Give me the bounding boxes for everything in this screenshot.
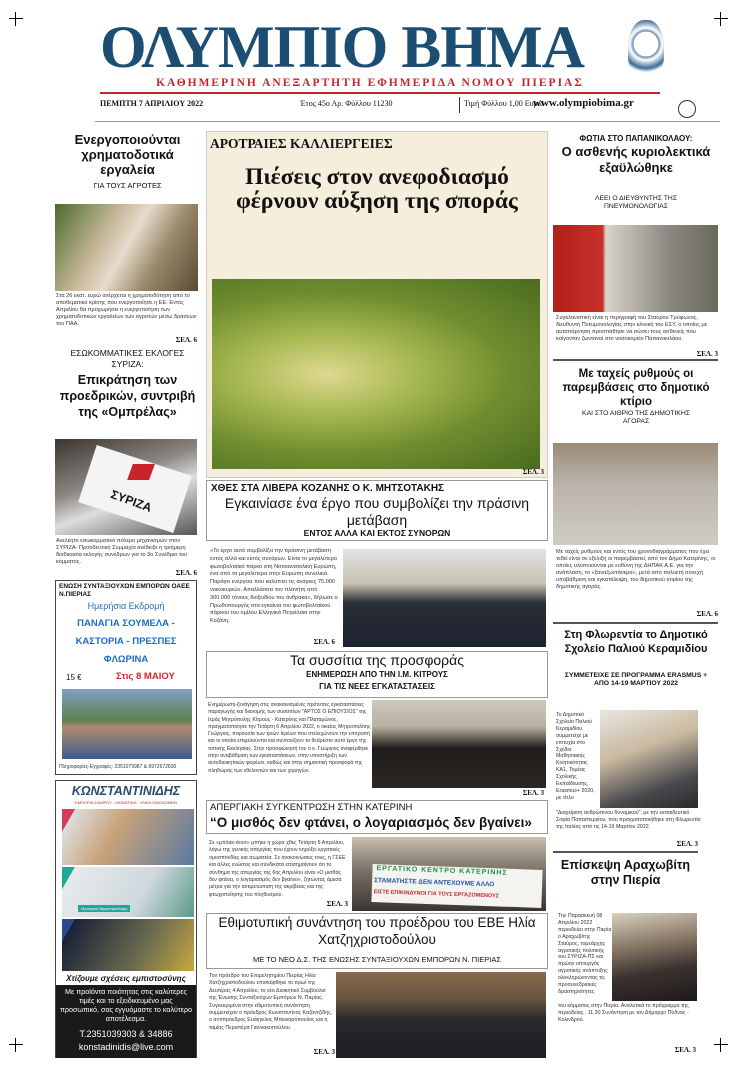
a5-sub: ΜΕ ΤΟ ΝΕΟ Δ.Σ. ΤΗΣ ΕΝΩΣΗΣ ΣΥΝΤΑΞΙΟΥΧΩΝ ΕΜΠΟΡΩΝ Ν. ΠΙΕΡΙΑΣ — [253, 955, 501, 964]
elta-logo — [678, 100, 696, 118]
a4-page[interactable]: ΣΕΛ. 3 — [326, 900, 348, 908]
divider — [553, 622, 718, 624]
a4-headline[interactable]: “Ο μισθός δεν φτάνει, ο λογαριασμός δεν βγαίνει» — [210, 815, 532, 830]
ad-slogan: Χτίζουμε σχέσεις εμπιστοσύνης — [66, 974, 186, 983]
right-a3-body-bottom: "Διαχείριση ανθρώπινου δυναμικού", με την εκπαιδευτικό Σοφία Παπαστεργίου, που πραγματοποιήθηκε στη Φλωρεντία της Ιταλίας από τις 14-19 Μαρτίου 2022. — [556, 810, 701, 830]
ad-date: Στις 8 ΜΑΙΟΥ — [116, 671, 175, 682]
right-a3-body-side: Το Δημοτικό Σχολείο Παλιού Κεραμιδίου συμμετείχε με επιτυχία στο Σχέδιο Μαθησιακής Κινητικότητας ΚΑ1, Τομέας Σχολικής Εκπαίδευσης, Erasmus+ 2020, με τίτλο — [556, 712, 595, 801]
ad-price: 15 € — [66, 673, 82, 682]
right-a2-sub: ΚΑΙ ΣΤΟ ΑΙΘΡΙΟ ΤΗΣ ΔΗΜΟΤΙΚΗΣ ΑΓΟΡΑΣ — [582, 410, 690, 425]
flag-text: ΣΥΡΙΖΑ — [108, 487, 154, 515]
left-a1-caption: Στα 26 εκατ. ευρώ ανέρχεται η χρηματοδότηση από το αποθεματικό κρίσης που ενεργοποίησε η ΕΕ. Εντός Απριλίου θα προχωρήσει η ενεργοποίηση των χρηματοδοτικών εργαλείων των αγροτών μέσω δράσεων του ΠΑΑ. — [56, 293, 197, 327]
website-link[interactable]: www.olympiobima.gr — [533, 97, 634, 109]
crop-mark — [714, 1038, 728, 1052]
ad-badge: εξωτερική θερμοπρόσοψη — [78, 905, 130, 912]
crop-mark — [714, 12, 728, 26]
divider — [553, 851, 698, 853]
strike-photo — [352, 837, 546, 911]
banner-line3: ΕΙΣΤΕ ΕΠΙΚΙΝΔΥΝΟΙ ΓΙΑ ΤΟΥΣ ΕΡΓΑΖΟΜΕΝΟΥΣ — [373, 889, 500, 900]
masthead-title: ΟΛΥΜΠΙΟ ΒΗΜΑ — [100, 14, 584, 80]
mitsotakis-photo — [343, 549, 546, 647]
ad-konstantinidis[interactable] — [55, 780, 197, 1058]
left-a1-page[interactable]: ΣΕΛ. 6 — [175, 336, 197, 344]
right-a1-headline[interactable]: Ο ασθενής κυριολεκτικά εξαϋλώθηκε — [561, 144, 711, 175]
divider — [95, 121, 720, 122]
divider — [553, 359, 718, 361]
night-site-photo — [62, 919, 194, 971]
hospital-fire-photo — [553, 225, 718, 312]
left-a2-caption: Ανελέητο εσωκομματικό πόλεμο μηχανισμών στον ΣΥΡΙΖΑ- Προοδευτική Συμμαχία ανέδειξε η τριήμερη διαδικασία εκλογής συνέδρων για το 3ο Συνέδριο του κόμματος. — [56, 538, 188, 565]
ad-dest3: ΦΛΩΡΙΝΑ — [103, 654, 149, 665]
a2-headline[interactable]: Εγκαινίασε ένα έργο που συμβολίζει την πράσινη μετάβαση — [224, 495, 530, 528]
insulation-photo — [62, 867, 194, 917]
right-a1-caption: Συγκλονιστική είναι η περιγραφή του Σταύρου Τρύφωνος, διευθυντή Πνευμονολογίας στην κλινική του ΕΣΥ, ο οποίος με αυταπάρνηση προσπάθησε να σώσει τους ασθενείς που καίγονταν ζωντανοί στο νοσοκομείο Παπανικολάου. — [556, 315, 708, 342]
syssitia-photo — [372, 700, 546, 788]
left-a2-page[interactable]: ΣΕΛ. 6 — [175, 569, 197, 577]
banner-line2: ΣΤΑΜΑΤΗΣΤΕ ΔΕΝ ΑΝΤΕΧΟΥΜΕ ΑΛΛΟ — [374, 877, 495, 889]
ad-org: ΕΝΩΣΗ ΣΥΝΤΑΞΙΟΥΧΩΝ ΕΜΠΟΡΩΝ ΟΑΕΕ Ν.ΠΙΕΡΙΑΣ — [59, 583, 190, 598]
ad-info: Πληροφορίες-Εγγραφές: 2351079987 & 6972672830 — [59, 764, 177, 770]
left-a1-sub: ΓΙΑ ΤΟΥΣ ΑΓΡΟΤΕΣ — [93, 181, 162, 190]
ad-text: Με προϊόντα ποιότητας στις καλύτερες τιμές και το εξειδικευμένο μας προσωπικό, σας εγγυόμαστε το καλύτερο αποτέλεσμα. — [59, 987, 193, 1023]
right-a1-page[interactable]: ΣΕΛ. 3 — [696, 350, 718, 358]
right-a1-kicker: ΦΩΤΙΑ ΣΤΟ ΠΑΠΑΝΙΚΟΛΑΟΥ: — [579, 134, 693, 143]
right-a4-page[interactable]: ΣΕΛ. 3 — [674, 1046, 696, 1054]
construction-photo — [62, 809, 194, 865]
a5-headline[interactable]: Εθιμοτυπική συνάντηση του προέδρου του ΕΒΕ Ηλία Χατζηχριστοδούλου — [218, 915, 536, 947]
euro-money-photo — [55, 204, 198, 291]
right-a2-caption: Με ταχείς ρυθμούς και εντός του χρονοδιαγράμματος που έχει τεθεί είναι σε εξέλιξη οι παρεμβάσεις από τον Δήμο Κατερίνης, οι οποίες υλοποιούνται με ευθύνη της ΔΗΠΑΚ Α.Ε. για την ανάπλαση, το «ξαναζωντάνεμα», μετά από πολυετή συνεχή υποβάθμιση και εγκατάλειψη, του δημοτικού κτιρίου της δημοτικής αγοράς. — [556, 549, 716, 590]
masthead-subtitle: ΚΑΘΗΜΕΡΙΝΗ ΑΝΕΞΑΡΤΗΤΗ ΕΦΗΜΕΡΙΔΑ ΝΟΜΟΥ ΠΙΕΡΙΑΣ — [156, 77, 584, 89]
lead-headline[interactable]: Πιέσεις στον ανεφοδιασμό φέρνουν αύξηση της σποράς — [236, 164, 518, 214]
ad-email[interactable]: konstadinidis@live.com — [78, 1042, 174, 1052]
crop-mark — [9, 1038, 23, 1052]
a5-body: Τον πρόεδρο του Επιμελητηρίου Πιερίας Ηλία Χατζηχριστοδούλου επισκέφθηκε το πρωί της Δευτέρας 4 Απριλίου, το νέο Διοικητικό Συμβούλιο της Ένωσης Συνταξιούχων Εμπόρων Ν. Πιερίας. Συγκεκριμένα στην εθιμοτυπική συνάντηση συμμετείχαν ο πρόεδρος Κωνσταντίνος Καζαντζίδης, ο αντιπρόεδρος Ευάγγελος Μπεκιαρόπουλος και η ταμίας Περιστέρα Γιαννακοπούλου. — [209, 973, 333, 1031]
right-a3-headline[interactable]: Στη Φλωρεντία το Δημοτικό Σχολείο Παλιού Κεραμιδίου — [564, 629, 708, 655]
a5-page[interactable]: ΣΕΛ. 3 — [313, 1048, 335, 1056]
a4-kicker: ΑΠΕΡΓΙΑΚΗ ΣΥΓΚΕΝΤΡΩΣΗ ΣΤΗΝ ΚΑΤΕΡΙΝΗ — [210, 802, 413, 813]
issue-price: Τιμή Φύλλου 1,00 Ευρώ — [464, 99, 543, 108]
issue-date: ΠΕΜΠΤΗ 7 ΑΠΡΙΛΙΟΥ 2022 — [100, 99, 204, 108]
right-a4-body-bottom: του κόμματος στην Πιερία. Αναλυτικά το πρόγραμμα της περιοδείας : 11.30 Συνάντηση με τον Δήμαρχο Πύδνας - Κολινδρού. — [558, 1003, 689, 1023]
right-a4-headline[interactable]: Επίσκεψη Αραχωβίτη στην Πιερία — [560, 858, 691, 887]
wheat-field-photo — [212, 279, 540, 469]
lead-page[interactable]: ΣΕΛ. 3 — [522, 468, 544, 476]
a4-body: Σε «μπλακ-άουτ» μπήκε η χώρα χθες Τετάρτη 6 Απριλίου, λόγω της γενικής απεργίας που έχουν κηρύξει εργατικές ομοσπονδίες και σωματεία. Σε ανακοινώσεις τους, η ΓΣΕΕ και άλλες ενώσεις και συνδικάτα επισημαίνουν ότι το σύνθημα της απεργίας της 6ης Απριλίου είναι «Ο μισθός δεν φτάνει, ο λογαριασμός δεν βγαίνει», ζητώντας άμεσα μέτρα για την αντιμετώπιση της ακρίβειας και της φτωχοποίησης του πληθυσμού. — [209, 840, 346, 898]
strike-banner — [371, 864, 542, 908]
a3-headline[interactable]: Τα συσσίτια της προσφοράς — [290, 652, 464, 668]
ad-trip: Ημερήσια Εκδρομή — [87, 601, 165, 611]
a3-sub2: ΓΙΑ ΤΙΣ ΝΕΕΣ ΕΓΚΑΤΑΣΤΑΣΕΙΣ — [319, 682, 435, 691]
crop-mark — [9, 12, 23, 26]
divider — [459, 97, 460, 113]
a2-kicker: ΧΘΕΣ ΣΤΑ ΛΙΒΕΡΑ ΚΟΖΑΝΗΣ Ο Κ. ΜΗΤΣΟΤΑΚΗΣ — [211, 483, 445, 494]
right-a4-body-side: Την Παρασκευή 08 Απριλίου 2022 περιοδεύει στην Πιερία ο Αραχωβίτης Σταύρος, τομεάρχης αγροτικής πολιτικής του ΣΥΡΙΖΑ-ΠΣ και πρώην υπουργός αγροτικής ανάπτυξης ολοκληρώνοντας τις προσυνεδριακές δραστηριότητες — [558, 913, 612, 995]
masthead-rule — [100, 92, 660, 94]
right-a3-page[interactable]: ΣΕΛ. 3 — [676, 840, 698, 848]
ad-brand: ΚΩΝΣΤΑΝΤΙΝΙΔΗΣ — [71, 784, 181, 798]
arachovitis-photo — [612, 913, 697, 1001]
zeus-head-logo — [628, 20, 664, 80]
left-a2-headline[interactable]: Επικράτηση των προεδρικών, συντριβή της «Ομπρέλας» — [59, 373, 196, 419]
a2-body: «Το έργο αυτό συμβολίζει την πράσινη μετάβαση εντός αλλά και εκτός συνόρων. Είναι το μεγαλύτερο φωτοβολταϊκό πάρκο στη Νοτιοανατολική Ευρώπη, ένα από τα μεγαλύτερα στην Ευρώπη συνολικά. Παράγει ενέργεια που καλύπτει τις ανάγκες 75.000 νοικοκυριών. Απαλλάσσει τον πλανήτη από 300.000 τόνους διοξειδίου του άνθρακα», δήλωσε ο Πρωθυπουργός στα εγκαίνια του φωτοβολταϊκού πάρκου του ομίλου Ελληνικά Πετρέλαια στην Κοζάνη. — [210, 548, 338, 625]
right-a1-sub: ΛΕΕΙ Ο ΔΙΕΥΘΥΝΤΗΣ ΤΗΣ ΠΝΕΥΜΟΝΟΛΟΓΙΑΣ — [594, 195, 678, 210]
lead-kicker: ΑΡΟΤΡΑΙΕΣ ΚΑΛΛΙΕΡΓΕΙΕΣ — [210, 136, 393, 151]
left-a2-kicker: ΕΣΩΚΟΜΜΑΤΙΚΕΣ ΕΚΛΟΓΕΣ ΣΥΡΙΖΑ: — [70, 348, 185, 369]
ad-dest2: ΚΑΣΤΟΡΙΑ - ΠΡΕΣΠΕΣ — [75, 636, 177, 647]
a2-sub: ΕΝΤΟΣ ΑΛΛΑ ΚΑΙ ΕΚΤΟΣ ΣΥΝΟΡΩΝ — [303, 528, 451, 538]
a3-sub1: ΕΝΗΜΕΡΩΣΗ ΑΠΟ ΤΗΝ Ι.Μ. ΚΙΤΡΟΥΣ — [306, 670, 448, 679]
banner-line1: ΕΡΓΑΤΙΚΟ ΚΕΝΤΡΟ ΚΑΤΕΡΙΝΗΣ — [376, 865, 508, 877]
ad-tagline: ΕΜΠΟΡΙΑ ΣΙΔΗΡΟΥ - ΜΟΝΩΤΙΚΑ - ΥΛΙΚΑ ΟΙΚΟΔΟΜΩΝ — [75, 800, 177, 805]
erasmus-classroom-photo — [600, 710, 698, 808]
ad-phone: T.2351039303 & 34886 — [79, 1029, 173, 1039]
a3-page[interactable]: ΣΕΛ. 3 — [522, 789, 544, 797]
ad-dest1: ΠΑΝΑΓΙΑ ΣΟΥΜΕΛΑ - — [77, 618, 175, 629]
a3-body: Ενημέρωση-ξενάγηση στις ανακαινισμένες πρότυπες εγκαταστάσεις παραγωγής και διανομής των συσσιτίων "ΑΡΤΟΣ Ο ΕΠΙΟΥΣΙΟΣ" της Ιεράς Μητρόπολης Κίτρους - Κατερίνης και Πλαταμώνος, πραγματοποίησε την Τετάρτη 6 Απριλίου 2022, ο οικείος Μητροπολίτης Γεώργιος, παρουσία των τριών Ιερέων που στελεχώνουν την επιτροπή και οι οποίοι επιμελούνται και συντονίζουν το θεάρεστο αυτό έργο της τοπικής Εκκλησίας. Στην προσφώνησή του ο κ. Γεώργιος αναφέρθηκε στην αναβάθμιση των εγκαταστάσεων, στην υποστήριξη των αυτοδιοικητικών φορέων, καθώς και στην σημαντική προσφορά της πληθώρας των εθελοντών και των χορηγών. — [208, 702, 371, 774]
municipal-building-photo — [553, 443, 718, 545]
right-a3-sub: ΣΥΜΜΕΤΕΙΧΕ ΣΕ ΠΡΟΓΡΑΜΜΑ ERASMUS + ΑΠΟ 14-19 ΜΑΡΤΙΟΥ 2022 — [564, 672, 708, 687]
ebe-meeting-photo — [336, 972, 546, 1058]
issue-number: Έτος 45ο Αρ. Φύλλου 11230 — [300, 99, 393, 108]
ad-excursion[interactable] — [55, 580, 197, 775]
left-a1-headline[interactable]: Ενεργοποιούνται χρηματοδοτικά εργαλεία — [74, 132, 181, 177]
right-a2-headline[interactable]: Με ταχείς ρυθμούς οι παρεμβάσεις στο δημοτικό κτίριο — [562, 368, 710, 408]
right-a2-page[interactable]: ΣΕΛ. 6 — [696, 610, 718, 618]
destinations-photos — [62, 689, 192, 759]
syriza-flag-photo — [55, 439, 197, 535]
a2-page[interactable]: ΣΕΛ. 6 — [313, 638, 335, 646]
